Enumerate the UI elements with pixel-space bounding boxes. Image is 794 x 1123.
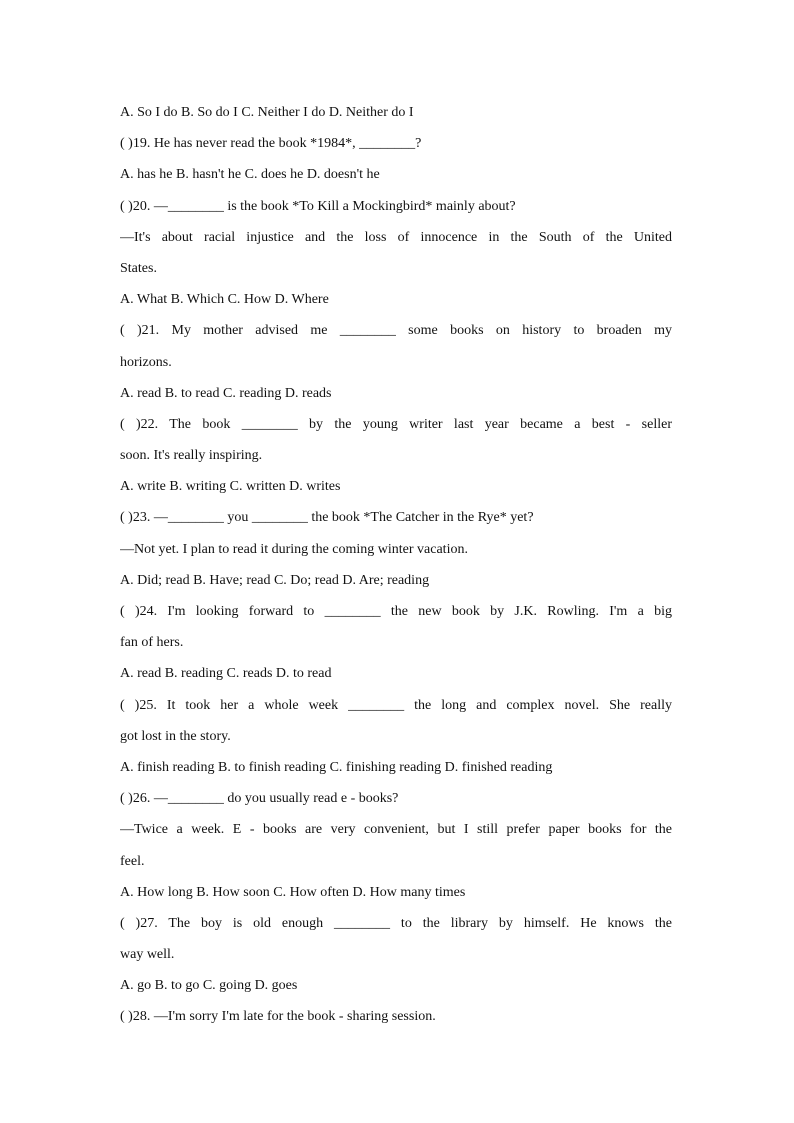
text-line: A. So I do B. So do I C. Neither I do D. Neither do I (120, 105, 414, 120)
text-line: A. How long B. How soon C. How often D. How many times (120, 884, 466, 900)
text-line: way well. (120, 947, 175, 963)
text-line: soon. It's really inspiring. (120, 448, 263, 464)
text-line: A. read B. to read C. reading D. reads (120, 385, 332, 401)
text-line: —Twice a week. E - books are very convenient, but I still prefer paper books for the (120, 822, 672, 838)
text-line: ( )21. My mother advised me ________ some books on history to broaden my (120, 323, 672, 339)
text-line: ( )22. The book ________ by the young writer last year became a best - seller (120, 416, 672, 432)
text-line: ( )28. —I'm sorry I'm late for the book - sharing session. (120, 1009, 436, 1025)
text-line: A. What B. Which C. How D. Where (120, 292, 329, 308)
text-line: ( )25. It took her a whole week ________ the long and complex novel. She really (120, 697, 672, 713)
text-line: got lost in the story. (120, 728, 231, 744)
text-line: A. has he B. hasn't he C. does he D. doesn't he (120, 167, 380, 183)
text-line: ( )20. —________ is the book *To Kill a Mockingbird* mainly about? (120, 198, 516, 214)
document-page (120, 97, 672, 1033)
text-line: ( )23. —________ you ________ the book *The Catcher in the Rye* yet? (120, 510, 534, 526)
text-line: —Not yet. I plan to read it during the coming winter vacation. (120, 541, 468, 557)
text-line: ( )19. He has never read the book *1984*, ________? (120, 136, 422, 152)
text-line: ( )26. —________ do you usually read e - books? (120, 791, 399, 807)
text-line: A. Did; read B. Have; read C. Do; read D. Are; reading (120, 572, 430, 588)
text-line: —It's about racial injustice and the loss of innocence in the South of the United (120, 229, 672, 245)
text-line: A. read B. reading C. reads D. to read (120, 666, 332, 682)
text-line: ( )24. I'm looking forward to ________ the new book by J.K. Rowling. I'm a big (120, 604, 672, 619)
text-line: ( )27. The boy is old enough ________ to the library by himself. He knows the (120, 915, 672, 931)
text-line: A. go B. to go C. going D. goes (120, 978, 298, 994)
text-line: feel. (120, 853, 145, 869)
text-line: fan of hers. (120, 635, 184, 651)
text-line: horizons. (120, 354, 172, 370)
text-line: A. write B. writing C. written D. writes (120, 479, 341, 495)
text-line: A. finish reading B. to finish reading C. finishing reading D. finished reading (120, 759, 553, 775)
text-line: States. (120, 260, 157, 276)
